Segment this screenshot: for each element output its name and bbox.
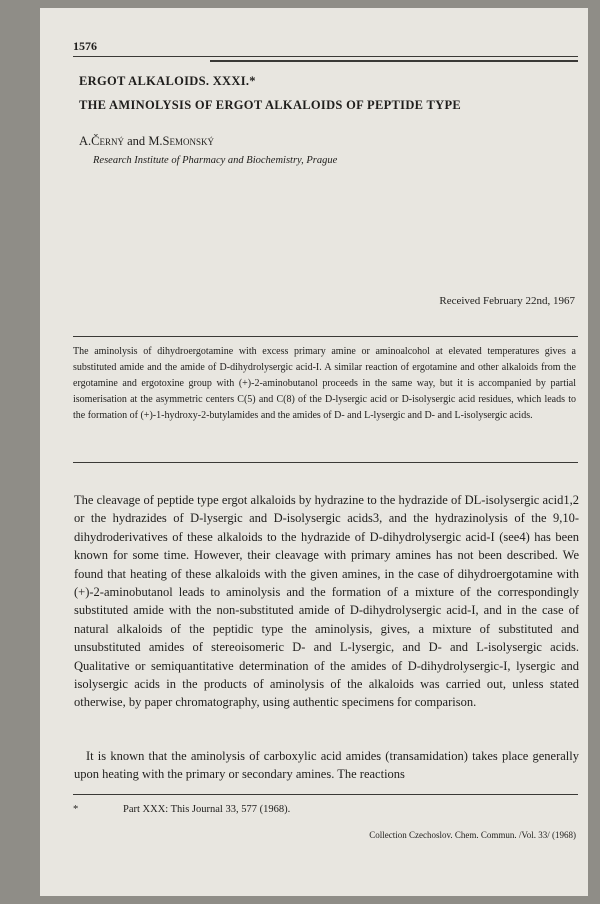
article-title-line2: THE AMINOLYSIS OF ERGOT ALKALOIDS OF PEPTIDE TYPE [79, 98, 462, 112]
author2-surname: emonský [169, 134, 215, 148]
journal-footer: Collection Czechoslov. Chem. Commun. /Vol. 33/ (1968) [369, 830, 576, 840]
abstract-top-rule [73, 336, 578, 337]
body-paragraph-2: It is known that the aminolysis of carboxylic acid amides (transamidation) takes place generally upon heating with the primary or secondary amines. The reactions [74, 749, 579, 782]
header-rule [73, 56, 578, 57]
article-title-line1: ERGOT ALKALOIDS. XXXI.* [79, 74, 256, 88]
affiliation: Research Institute of Pharmacy and Biochemistry, Prague [93, 155, 338, 166]
authors [79, 134, 214, 149]
received-date: Received February 22nd, 1967 [439, 295, 575, 307]
abstract: The aminolysis of dihydroergotamine with excess primary amine or aminoalcohol at elevated temperatures gives a substituted amide and the amide of D-dihydrolysergic acid-I. A similar reaction of ergotamine and other alkaloids from the ergotamine and ergotoxine group with (+)-2-aminobutanol proceeds in the same way, but it is accompanied by partial isomerisation at the asymmetric centers C(5) and C(8) of the D-lysergic acid or D-isolysergic acid residues, which leads to the formation of (+)-1-hydroxy-2-butylamides and the amides of D- and L-lysergic and D- and L-isolysergic acids. [73, 346, 576, 421]
footnote-rule [73, 794, 578, 795]
abstract-bottom-rule [73, 462, 578, 463]
footnote-marker: * [73, 804, 79, 815]
authors-conjunction: and [124, 134, 149, 148]
body-paragraph-1: The cleavage of peptide type ergot alkaloids by hydrazine to the hydrazide of DL-isolysergic acid1,2 or the hydrazides of D-lysergic and D-isolysergic acids3, and the hydrazinolysis of the 9,10-dihydroderivatives of these alkaloids to the hydrazide of D-dihydrolysergic acid-I (see4) has been known for some time. However, their cleavage with primary amines has not been described. We found that heating of these alkaloids with the given amines, in the case of dihydroergotamine with (+)-2-aminobutanol leads to aminolysis and the formation of a mixture of the correspondingly substituted amide with the non-substituted amide of D-dihydrolysergic acid-I, and in the case of natural alkaloids of the peptidic type the aminolysis, gives, a mixture of substituted and unsubstituted amides of stereoisomeric D- and L-lysergic, and D- and L-isolysergic acids. Qualitative or semiquantitative determination of the amides of D-dihydrolysergic-I, lysergic and isolysergic acids in the products of aminolysis of the alkaloids was carried out, unless stated otherwise, by paper chromatography, using authentic specimens for comparison. [74, 493, 579, 710]
page-number: 1576 [73, 39, 97, 53]
author1-initial: A.Č [79, 134, 100, 148]
header-thick-rule [210, 60, 578, 62]
author1-surname: erný [99, 134, 124, 148]
author2-initial: M.S [148, 134, 170, 148]
footnote [73, 804, 290, 815]
journal-page [40, 8, 588, 896]
footnote-text: Part XXX: This Journal 33, 577 (1968). [123, 804, 291, 815]
